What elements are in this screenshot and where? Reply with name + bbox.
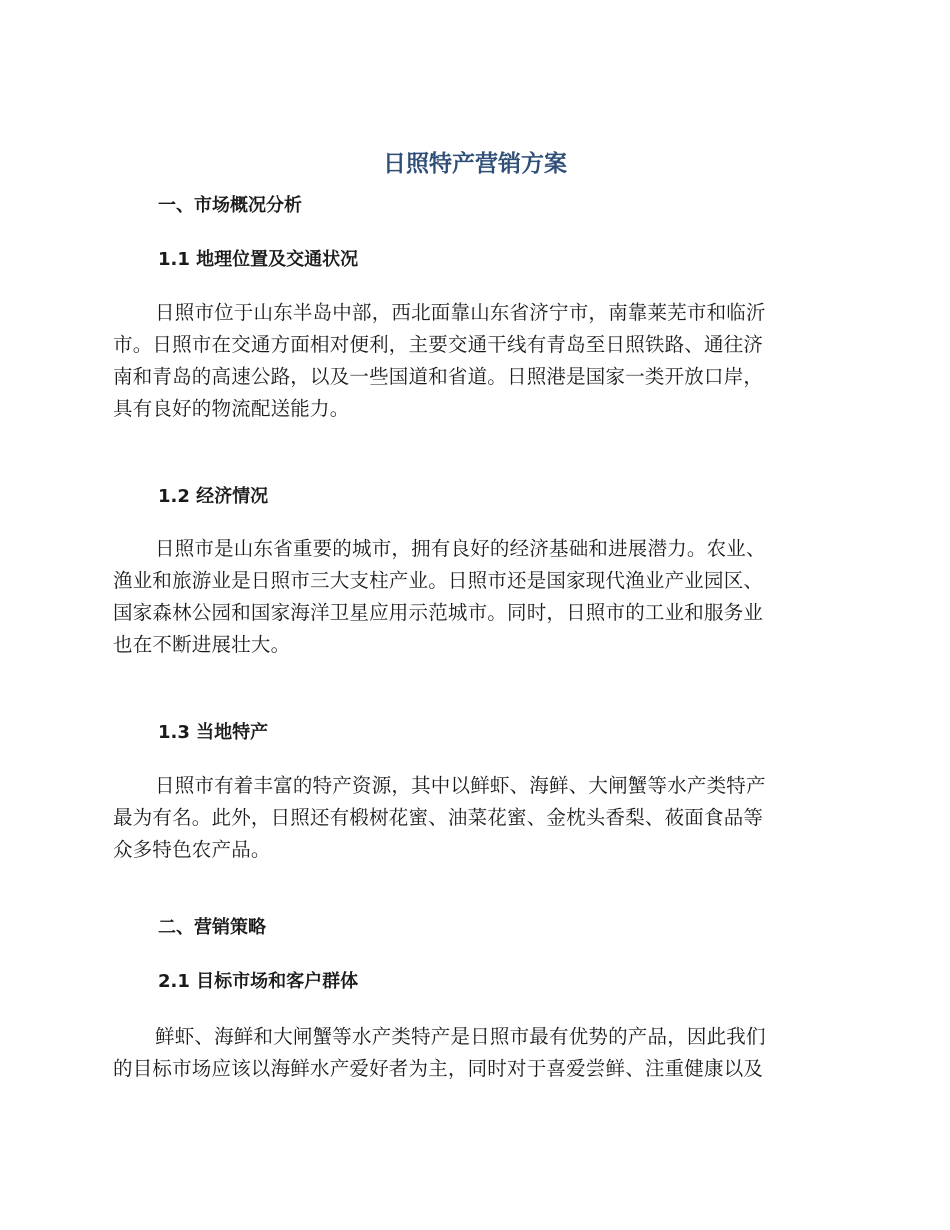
paragraph-1-3 — [113, 770, 831, 866]
paragraph-line: 南和青岛的高速公路，以及一些国道和省道。日照港是国家一类开放口岸， — [113, 365, 764, 388]
subsection-heading-1-1: 1.1 地理位置及交通状况 — [158, 249, 359, 270]
paragraph-1-2 — [113, 533, 831, 661]
section-heading-1: 一、市场概况分析 — [158, 195, 302, 216]
subsection-heading-2-1: 2.1 目标市场和客户群体 — [158, 971, 359, 992]
paragraph-2-1 — [113, 1021, 831, 1085]
paragraph-line: 日照市是山东省重要的城市，拥有良好的经济基础和进展潜力。农业、 — [155, 537, 766, 560]
paragraph-line: 众多特色农产品。 — [113, 838, 271, 861]
paragraph-line: 鲜虾、海鲜和大闸蟹等水产类特产是日照市最有优势的产品，因此我们 — [155, 1025, 766, 1048]
paragraph-line: 最为有名。此外，日照还有椴树花蜜、油菜花蜜、金枕头香梨、莜面食品等 — [113, 806, 764, 829]
paragraph-line: 日照市位于山东半岛中部，西北面靠山东省济宁市，南靠莱芜市和临沂 — [155, 301, 766, 324]
paragraph-line: 市。日照市在交通方面相对便利，主要交通干线有青岛至日照铁路、通往济 — [113, 333, 764, 356]
paragraph-line: 渔业和旅游业是日照市三大支柱产业。日照市还是国家现代渔业产业园区、 — [113, 569, 764, 592]
section-heading-2: 二、营销策略 — [158, 917, 266, 938]
subsection-heading-1-2: 1.2 经济情况 — [158, 486, 269, 507]
document-title: 日照特产营销方案 — [383, 151, 567, 177]
subsection-heading-1-3: 1.3 当地特产 — [158, 722, 269, 743]
paragraph-line: 也在不断进展壮大。 — [113, 633, 291, 656]
paragraph-line: 国家森林公园和国家海洋卫星应用示范城市。同时，日照市的工业和服务业 — [113, 601, 764, 624]
paragraph-line: 具有良好的物流配送能力。 — [113, 397, 350, 420]
paragraph-1-1 — [113, 297, 831, 425]
paragraph-line: 日照市有着丰富的特产资源，其中以鲜虾、海鲜、大闸蟹等水产类特产 — [155, 774, 766, 797]
paragraph-line: 的目标市场应该以海鲜水产爱好者为主，同时对于喜爱尝鲜、注重健康以及 — [113, 1057, 764, 1080]
